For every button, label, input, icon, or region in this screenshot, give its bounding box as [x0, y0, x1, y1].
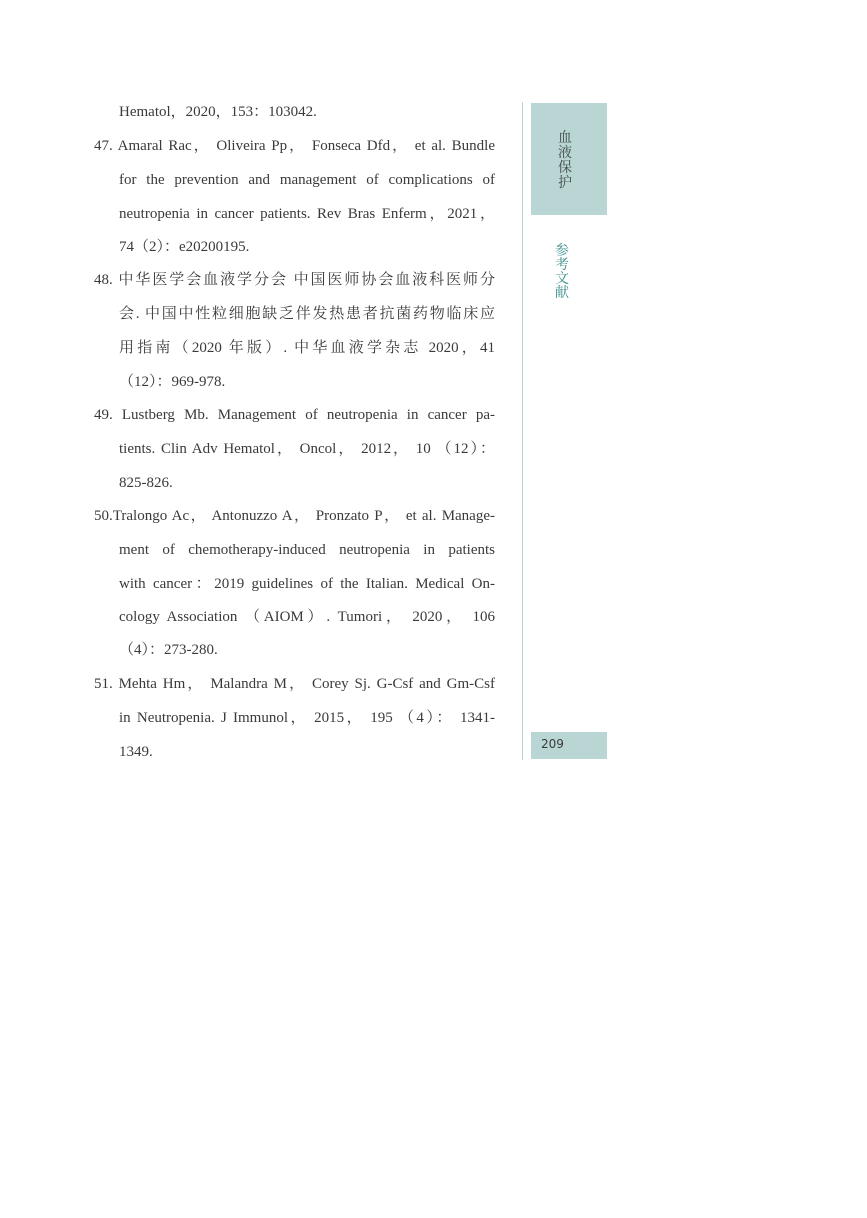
reference-line: 用指南（2020 年版）. 中华血液学杂志 2020，41	[119, 340, 495, 356]
reference-line: neutropenia in cancer patients. Rev Bras Enferm，2021，	[119, 206, 495, 222]
reference-line: cology Association （AIOM）. Tumori， 2020， 106	[119, 609, 495, 625]
reference-line: 1349.	[119, 744, 153, 760]
reference-line: 50.Tralongo Ac， Antonuzzo A， Pronzato P， et al. Manage-	[94, 508, 495, 524]
reference-line: 48. 中华医学会血液学分会 中国医师协会血液科医师分	[94, 272, 495, 288]
reference-line: 74（2）：e20200195.	[119, 239, 250, 255]
section-tab-label: 血液保护	[558, 130, 572, 191]
reference-line: ment of chemotherapy-induced neutropenia in patients	[119, 542, 495, 558]
reference-line: in Neutropenia. J Immunol， 2015， 195 （4）： 1341-	[119, 710, 495, 726]
reference-line: 会. 中国中性粒细胞缺乏伴发热患者抗菌药物临床应	[119, 306, 495, 322]
column-divider	[522, 102, 523, 760]
reference-line: with cancer：2019 guidelines of the Italian. Medical On-	[119, 576, 495, 592]
reference-line: （4）：273-280.	[119, 642, 218, 658]
reference-line: 49. Lustberg Mb. Management of neutropenia in cancer pa-	[94, 407, 495, 423]
reference-line: 51. Mehta Hm， Malandra M， Corey Sj. G-Csf and Gm-Csf	[94, 676, 495, 692]
chapter-label: 参考文献	[555, 243, 569, 301]
section-tab	[531, 103, 607, 215]
reference-line: tients. Clin Adv Hematol， Oncol， 2012， 10 （12）：	[119, 441, 495, 457]
reference-line: 825-826.	[119, 475, 173, 491]
page-number-box	[531, 732, 607, 759]
page-number: 209	[541, 737, 564, 751]
reference-line: 47. Amaral Rac， Oliveira Pp， Fonseca Dfd， et al. Bundle	[94, 138, 495, 154]
reference-line: （12）：969-978.	[119, 374, 226, 390]
reference-line: for the prevention and management of complications of	[119, 172, 495, 188]
reference-line: Hematol，2020，153：103042.	[119, 104, 317, 120]
